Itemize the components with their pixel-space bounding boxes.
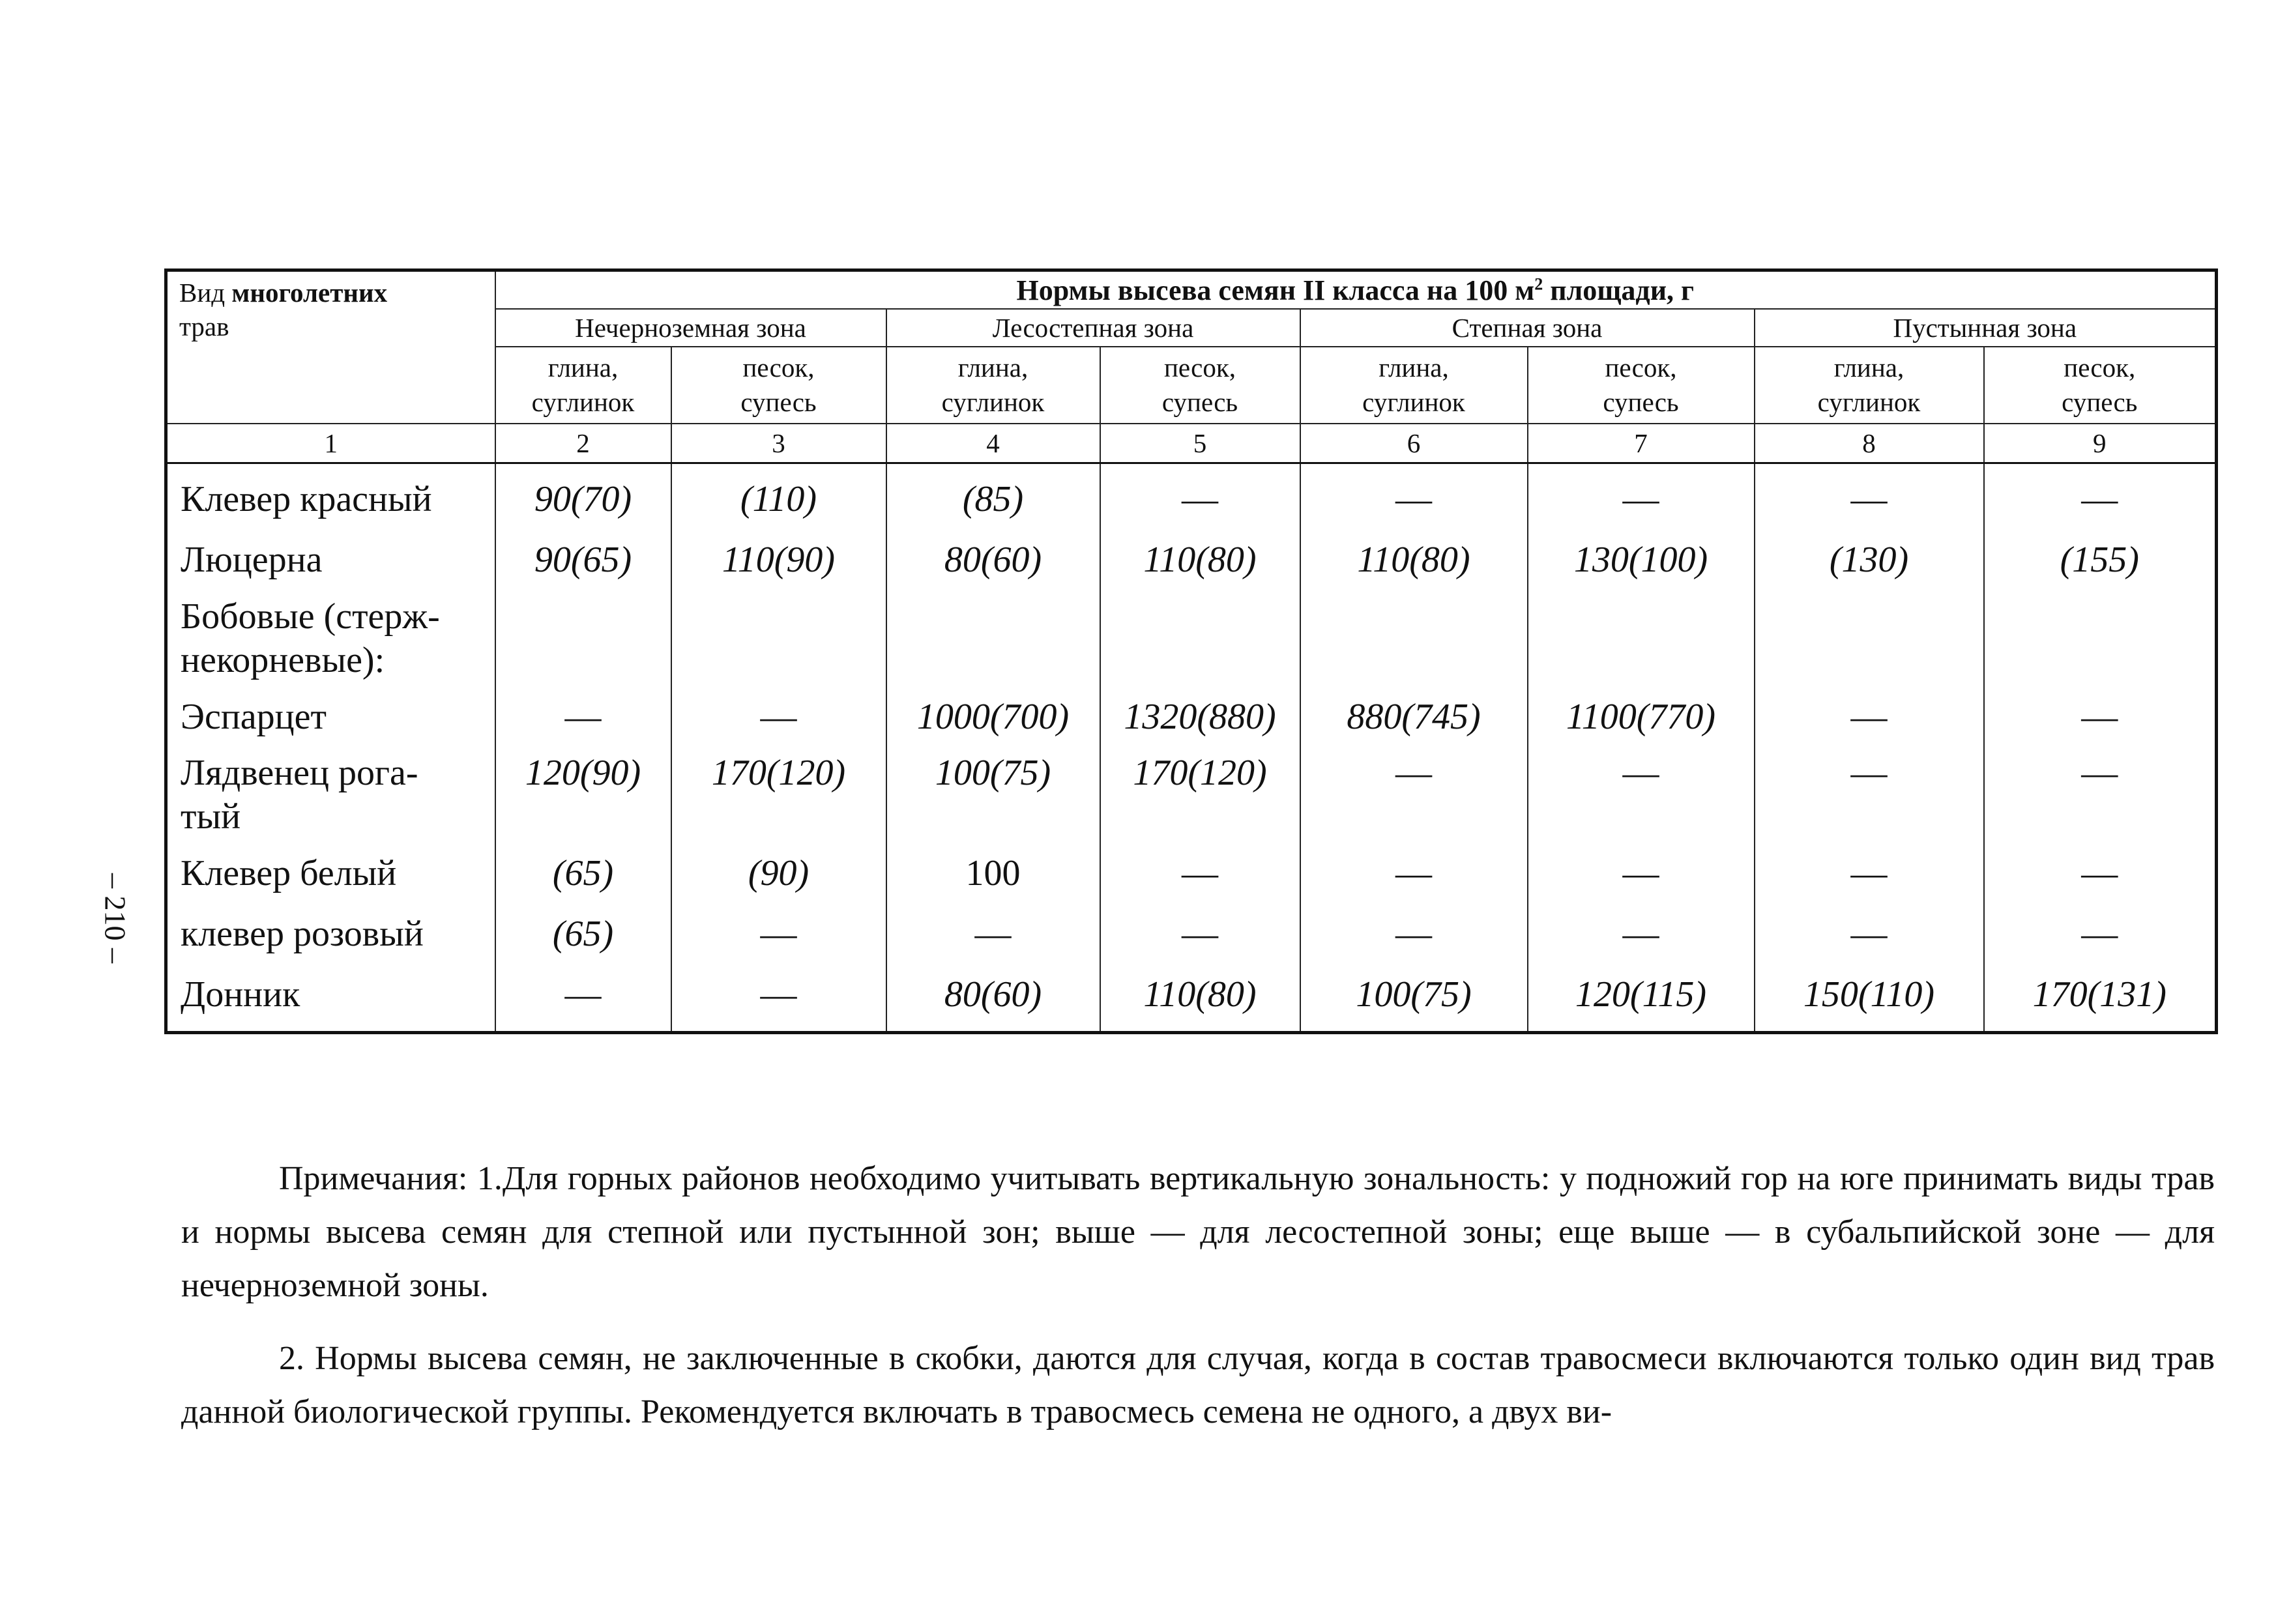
seed-rate-cell: —	[495, 687, 671, 747]
seed-rate-cell: (155)	[1984, 529, 2217, 590]
seed-rate-cell	[1984, 590, 2217, 687]
seed-rate-cell: —	[1528, 843, 1755, 903]
seed-rate-cell: —	[1528, 903, 1755, 964]
table-row	[166, 687, 2217, 747]
soil-header: глина, суглинок	[1755, 347, 1984, 424]
column-number: 8	[1755, 424, 1984, 463]
species-name-line: Донник	[181, 974, 300, 1015]
seed-rate-cell: 90(70)	[495, 463, 671, 530]
seed-rate-cell: —	[1528, 747, 1755, 843]
seed-rate-cell	[671, 590, 886, 687]
seed-rate-cell: 1320(880)	[1100, 687, 1300, 747]
soil-header: песок, супесь	[1528, 347, 1755, 424]
seed-rate-cell: (65)	[495, 843, 671, 903]
seed-rate-cell: —	[1300, 463, 1528, 530]
seed-rate-cell: 100	[886, 843, 1100, 903]
species-name-line: Клевер красный	[181, 478, 432, 519]
species-name-line: клевер розовый	[181, 913, 424, 954]
zone-header-desert: Пустынная зона	[1755, 309, 2217, 347]
soil-header: песок, супесь	[1984, 347, 2217, 424]
note-1: Примечания: 1.Для горных районов необходимо учитывать вертикальную зональность: у подножий гор на юге принимать виды трав и нормы высева семян для степной или пустынной зон; выше — для лесостепной зоны; еще выше — в субальпийской зоне — для нечерноземной зоны.	[181, 1160, 2215, 1304]
column-number: 7	[1528, 424, 1755, 463]
soil-header: песок, супесь	[671, 347, 886, 424]
seed-rate-table	[164, 268, 2218, 1034]
species-name	[166, 747, 495, 843]
table-body	[166, 463, 2217, 1033]
seed-rate-cell: 880(745)	[1300, 687, 1528, 747]
seed-rate-cell: —	[495, 964, 671, 1033]
seed-rate-cell: (85)	[886, 463, 1100, 530]
seed-rate-cell	[1300, 590, 1528, 687]
seed-rate-cell: 110(80)	[1300, 529, 1528, 590]
seed-rate-cell: —	[1755, 463, 1984, 530]
species-name-line: Бобовые (стерж-	[181, 596, 440, 637]
species-name	[166, 590, 495, 687]
seed-rate-cell: —	[1984, 747, 2217, 843]
column-number: 9	[1984, 424, 2217, 463]
seed-rate-cell: —	[886, 903, 1100, 964]
seed-rate-cell: (110)	[671, 463, 886, 530]
seed-rate-cell: 120(90)	[495, 747, 671, 843]
zone-header-nonchernozem: Нечерноземная зона	[495, 309, 886, 347]
seed-rate-cell: —	[1300, 843, 1528, 903]
seed-rate-cell	[495, 590, 671, 687]
species-name-line: Клевер белый	[181, 852, 397, 893]
species-name	[166, 463, 495, 530]
soil-header: глина, суглинок	[1300, 347, 1528, 424]
seed-rate-cell: —	[1100, 463, 1300, 530]
soil-header: глина, суглинок	[495, 347, 671, 424]
seed-rate-cell: 170(131)	[1984, 964, 2217, 1033]
seed-rate-cell: —	[1755, 843, 1984, 903]
seed-rate-cell: —	[1984, 463, 2217, 530]
table-row	[166, 903, 2217, 964]
seed-rate-cell: —	[1755, 747, 1984, 843]
table-row	[166, 463, 2217, 530]
document-page: – 210 – Вид многолетних трав Нормы высева семян II класса на 100 $м^2$ площади, г Нечерноземная зона Лесостепная зона Степная зона Пустынная зона глина, суглинок песок, супесь глина, суглинок песок, супесь глина, суглинок песок, супесь глина, суглинок песок, супесь 1 2 3 4 5 6 7 8 9 Клевер красный 90(70) (110) (85) — — — — — Люцерна 90(65) 110(90) 80(60) 110(80) 110(80) 130(100) (130) (155) Бобовые (стерж- некорневые): Эспарцет — — 1000(700) 1320(880) 880(745) 1100(770) — — Лядвенец рога- тый 120(90) 170(120) 100(75) 170(120) — — — — Клевер белый (65) (90) 100 — — — — — клевер розовый (65) — — — — — — — Донник — — 80(60) 110(80) 100(75) 120(115) 150(110) 170(131) Примечания: 1.Для горных районов необходимо учитывать вертикальную зональность: у подножий гор на юге принимать виды трав и нормы высева семян для степной или пустынной зон; выше — для лесостепной зоны; еще выше — в субальпийской зоне — для нечерноземной зоны. 2. Нормы высева семян, не заключенные в скобки, даются для случая, когда в состав травосмеси включаются только один вид трав данной биологической группы. Рекомендуется включать в травосмесь семена не одного, а двух ви-	[0, 0, 2291, 1624]
seed-rate-cell: 90(65)	[495, 529, 671, 590]
seed-rate-cell: —	[1755, 687, 1984, 747]
species-name-line: Эспарцет	[181, 696, 327, 737]
seed-rate-cell	[1100, 590, 1300, 687]
seed-rate-cell: —	[1528, 463, 1755, 530]
seed-rate-cell: —	[1300, 903, 1528, 964]
column-number: 4	[886, 424, 1100, 463]
column-number: 5	[1100, 424, 1300, 463]
seed-rate-cell: 110(90)	[671, 529, 886, 590]
zone-header-forest-steppe: Лесостепная зона	[886, 309, 1300, 347]
seed-rate-cell: 1000(700)	[886, 687, 1100, 747]
seed-rate-cell: 120(115)	[1528, 964, 1755, 1033]
seed-rate-cell: —	[1984, 687, 2217, 747]
seed-rate-cell	[1528, 590, 1755, 687]
column-number: 3	[671, 424, 886, 463]
table-row	[166, 843, 2217, 903]
column-number: 2	[495, 424, 671, 463]
note-2: 2. Нормы высева семян, не заключенные в скобки, даются для случая, когда в состав травосмеси включаются только один вид трав данной биологической группы. Рекомендуется включать в травосмесь семена не одного, а двух ви-	[181, 1340, 2215, 1430]
seed-rate-cell: (90)	[671, 843, 886, 903]
table-row	[166, 964, 2217, 1033]
seed-rate-cell: 170(120)	[671, 747, 886, 843]
species-name-line: тый	[181, 796, 241, 837]
soil-header: глина, суглинок	[886, 347, 1100, 424]
species-name-line: Лядвенец рога-	[181, 753, 418, 793]
seed-rate-cell: 150(110)	[1755, 964, 1984, 1033]
seed-rate-cell: (130)	[1755, 529, 1984, 590]
seed-rate-cell: 1100(770)	[1528, 687, 1755, 747]
seed-rate-cell	[1755, 590, 1984, 687]
column-number: 1	[166, 424, 495, 463]
species-name-line: Люцерна	[181, 539, 323, 580]
species-name-line: некорневые):	[181, 640, 385, 680]
seed-rate-cell: 110(80)	[1100, 964, 1300, 1033]
zone-header-steppe: Степная зона	[1300, 309, 1755, 347]
seed-rate-cell: —	[671, 903, 886, 964]
seed-rate-cell: 80(60)	[886, 964, 1100, 1033]
table-row	[166, 529, 2217, 590]
seed-rate-cell: —	[1755, 903, 1984, 964]
seed-rate-cell: 100(75)	[886, 747, 1100, 843]
species-name	[166, 964, 495, 1033]
seed-rate-cell: —	[1300, 747, 1528, 843]
species-name	[166, 687, 495, 747]
species-name	[166, 903, 495, 964]
seed-rate-cell: —	[1100, 843, 1300, 903]
table-row	[166, 747, 2217, 843]
species-column-header: Вид многолетних трав	[166, 270, 495, 424]
seed-rate-cell: —	[1100, 903, 1300, 964]
seed-rate-cell: —	[1984, 843, 2217, 903]
seed-rate-cell: 170(120)	[1100, 747, 1300, 843]
seed-rate-cell: 80(60)	[886, 529, 1100, 590]
seed-rate-cell: —	[671, 687, 886, 747]
seed-rate-cell: —	[1984, 903, 2217, 964]
seed-rate-cell: —	[671, 964, 886, 1033]
column-number: 6	[1300, 424, 1528, 463]
seed-rate-cell: 110(80)	[1100, 529, 1300, 590]
seed-rate-cell	[886, 590, 1100, 687]
seed-rate-cell: (65)	[495, 903, 671, 964]
seed-rate-cell: 130(100)	[1528, 529, 1755, 590]
species-name	[166, 529, 495, 590]
soil-header: песок, супесь	[1100, 347, 1300, 424]
table-row	[166, 590, 2217, 687]
main-header: Нормы высева семян II класса на 100 $м^2$ площади, г	[495, 270, 2217, 310]
seed-rate-cell: 100(75)	[1300, 964, 1528, 1033]
species-name	[166, 843, 495, 903]
